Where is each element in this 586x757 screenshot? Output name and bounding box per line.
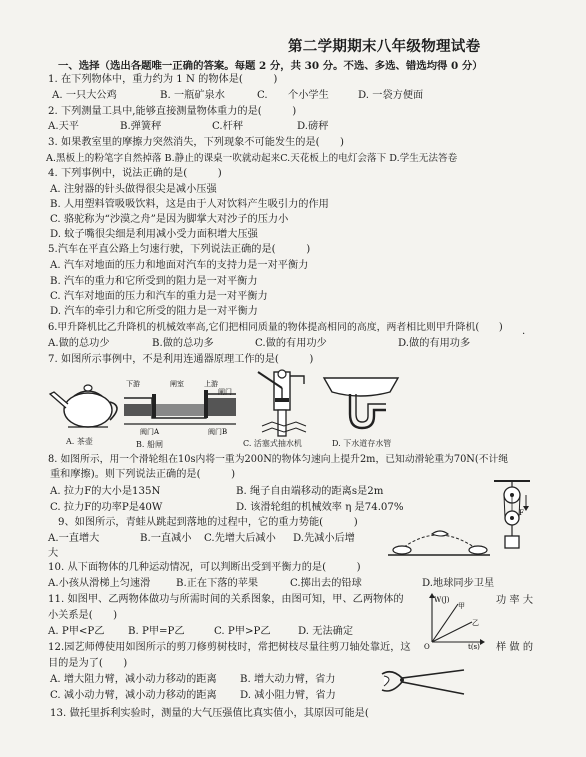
question-1-stem: 1. 在下列物体中，重力约为 1 N 的物体是( ) <box>48 74 278 85</box>
graph-series-yi: 乙 <box>472 619 479 627</box>
frog-jump-figure <box>386 524 492 558</box>
q11-stem-right: 功 率 大 <box>496 595 534 606</box>
q8-option-c: C. 拉力F的功率P是40W <box>50 502 163 513</box>
q4-option-c: C. 骆驼称为“沙漠之舟”是因为脚掌大对沙子的压力小 <box>50 214 289 225</box>
q4-option-b: B. 人用塑料管吸吸饮料，这是由于人对饮料产生吸引力的作用 <box>50 199 329 210</box>
sink-trap-figure <box>320 370 402 436</box>
question-7-stem: 7. 如图所示事例中，不是利用连通器原理工作的是( ) <box>48 354 314 365</box>
lock-label-gate: 闸门 <box>218 388 232 396</box>
question-2-stem: 2. 下列测量工具中,能够直接测量物体重力的是( ) <box>48 106 297 117</box>
q11-option-b: B. P甲=P乙 <box>128 626 185 637</box>
lock-label-chamber: 闸室 <box>170 380 184 388</box>
q7-caption-c: C. 活塞式抽水机 <box>243 439 302 448</box>
question-10-stem: 10. 从下面物体的几种运动情况，可以判断出受到平衡力的是( ) <box>48 562 361 573</box>
q2-option-b: B.弹簧秤 <box>120 121 162 132</box>
q2-option-a: A.天平 <box>48 121 79 132</box>
question-11-stem-cont: 小关系是( ) <box>48 610 118 621</box>
q5-option-d: D. 汽车的牵引力和它所受的阻力是一对平衡力 <box>50 306 258 317</box>
question-8-stem: 8. 如图所示，用一个滑轮组在10s内将一重为200N的物体匀速向上提升2m，已知动滑轮重为70N(不计绳 <box>48 454 509 465</box>
q7-caption-d: D. 下水道存水管 <box>332 439 392 448</box>
question-4-stem: 4. 下列事例中，说法正确的是( ) <box>48 168 222 179</box>
question-8-stem-cont: 重和摩擦)。则下列说法正确的是( ) <box>50 469 236 480</box>
q12-option-c: C. 减小动力臂，减小动力移动的距离 <box>50 690 217 701</box>
q12-option-a: A. 增大阻力臂，减小动力移动的距离 <box>50 674 217 685</box>
question-3-stem: 3. 如果教室里的摩擦力突然消失，下列现象不可能发生的是( ) <box>48 137 344 148</box>
q5-option-b: B. 汽车的重力和它所受到的阻力是一对平衡力 <box>50 276 258 287</box>
q10-option-c: C.掷出去的铅球 <box>290 578 362 589</box>
q12-stem-right: 样 做 的 <box>496 642 534 653</box>
q11-option-a: A. P甲<P乙 <box>48 626 105 637</box>
graph-x-label: t(s) <box>468 643 480 650</box>
q12-option-b: B. 增大动力臂，省力 <box>240 674 336 685</box>
pulley-force-label: F <box>519 509 524 517</box>
q8-option-d: D. 该滑轮组的机械效率 η 是74.07% <box>236 502 404 513</box>
q9-option-d-wrap: 大 <box>48 548 59 559</box>
q5-option-a: A. 汽车对地面的压力和地面对汽车的支持力是一对平衡力 <box>50 260 309 271</box>
lock-label-downstream: 下游 <box>126 380 140 388</box>
question-12-stem-cont: 目的是为了( ) <box>48 658 128 669</box>
q3-options: A.黑板上的粉笔字自然掉落 B.静止的课桌一吹就动起来C.天花板上的电灯会落下 D.学生无法答卷 <box>46 153 458 164</box>
q6-option-a: A.做的总功少 <box>48 338 110 349</box>
q6-option-d: D.做的有用功多 <box>398 338 471 349</box>
q7-caption-b: B. 船闸 <box>136 440 163 449</box>
q4-option-d: D. 蚊子嘴很尖细是利用减小受力面积增大压强 <box>50 229 258 240</box>
pulley-system-figure <box>492 478 532 556</box>
graph-origin-label: O <box>424 643 430 650</box>
q11-option-c: C. P甲>P乙 <box>214 626 271 637</box>
q1-option-c: C. 个小学生 <box>257 90 329 101</box>
graph-y-label: W(J) <box>434 596 450 604</box>
teapot-figure <box>44 376 126 432</box>
ship-lock-figure <box>122 378 238 438</box>
page-title: 第二学期期末八年级物理试卷 <box>288 38 481 55</box>
q10-option-d: D.地球同步卫星 <box>422 578 495 589</box>
q7-caption-a: A. 茶壶 <box>66 437 93 446</box>
q1-option-a: A. 一只大公鸡 <box>52 90 117 101</box>
work-time-graph <box>420 592 486 650</box>
piston-pump-figure <box>254 366 314 440</box>
q9-option-c: C.先增大后减小 <box>204 533 276 544</box>
lock-label-valve-a: 阀门A <box>140 428 160 436</box>
q1-option-d: D. 一袋方便面 <box>358 90 424 101</box>
q2-option-d: D.磅秤 <box>297 121 329 132</box>
q8-option-a: A. 拉力F的大小是135N <box>50 486 161 497</box>
q4-option-a: A. 注射器的针头做得很尖是减小压强 <box>50 184 217 195</box>
question-12-stem: 12.园艺师傅使用如图所示的剪刀修剪树枝时，常把树枝尽量往剪刀轴处靠近，这 <box>48 642 411 653</box>
q9-option-b: B.一直减小 <box>140 533 192 544</box>
question-9-stem: 9、如图所示，青蛙从跳起到落地的过程中，它的重力势能( ) <box>58 517 358 528</box>
graph-line-jia <box>432 604 458 642</box>
q2-option-c: C.杆秤 <box>212 121 244 132</box>
q9-option-a: A.一直增大 <box>48 533 100 544</box>
q9-option-d: D.先减小后增 <box>293 533 355 544</box>
q1-option-b: B. 一瓶矿泉水 <box>160 90 225 101</box>
q10-option-b: B.正在下落的苹果 <box>176 578 259 589</box>
graph-series-jia: 甲 <box>458 602 465 610</box>
lock-label-valve-b: 阀门B <box>208 428 228 436</box>
question-6-stem: 6.甲升降机比乙升降机的机械效率高,它们把相同质量的物体提高相同的高度，两者相比则甲升降机( ) <box>48 322 503 333</box>
q10-option-a: A.小孩从滑梯上匀速滑 <box>48 578 151 589</box>
q6-option-b: B.做的总功多 <box>152 338 214 349</box>
question-13-stem: 13. 做托里拆利实验时，测量的大气压强值比真实值小，其原因可能是( <box>50 708 369 719</box>
section-heading: 一、选择（选出各题唯一正确的答案。每题 2 分，共 30 分。不选、多选、错选均得 0 分） <box>58 60 483 72</box>
q6-stem-end: . <box>522 326 526 337</box>
q11-option-d: D. 无法确定 <box>298 626 354 637</box>
q12-option-d: D. 减小阻力臂，省力 <box>240 690 336 701</box>
pruning-shears-figure <box>380 664 466 700</box>
q5-option-c: C. 汽车对地面的压力和汽车的重力是一对平衡力 <box>50 291 268 302</box>
graph-line-yi <box>432 622 472 642</box>
question-11-stem: 11. 如图甲、乙两物体做功与所需时间的关系图象，由图可知，甲、乙两物体的 <box>48 594 404 605</box>
question-5-stem: 5.汽车在平直公路上匀速行驶，下列说法正确的是( ) <box>48 244 311 255</box>
lock-label-upstream: 上游 <box>204 380 218 388</box>
q6-option-c: C.做的有用功少 <box>255 338 327 349</box>
q8-option-b: B. 绳子自由端移动的距离s是2m <box>236 486 384 497</box>
